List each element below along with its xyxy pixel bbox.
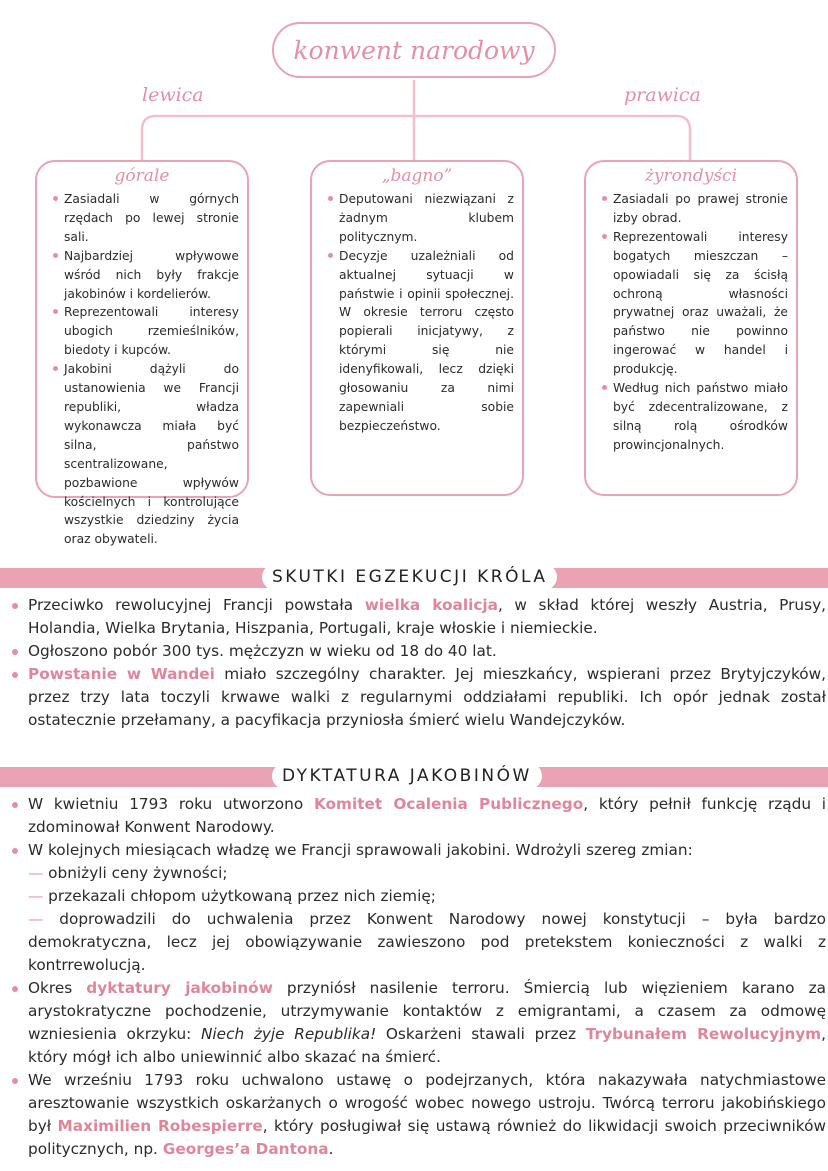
list-item: Reprezentowali interesy ubogich rzemieślników, biedoty i kupców. xyxy=(55,303,239,360)
highlight-term: Georges’a Dantona xyxy=(162,1140,329,1158)
card-title: żyrondyści xyxy=(644,166,738,186)
highlight-term: dyktatury jakobinów xyxy=(86,979,273,997)
list-item: Według nich państwo miało być zdecentralizowane, z silną rolą ośrodków prowincjonalnych. xyxy=(604,379,788,455)
right-wing-label: prawica xyxy=(624,84,701,106)
section-title: SKUTKI EGZEKUCJI KRÓLA xyxy=(262,564,557,590)
section-header-dyktatura xyxy=(0,763,828,789)
mind-map xyxy=(0,0,828,547)
list-item: Zasiadali w górnych rzędach po lewej stronie sali. xyxy=(55,190,239,247)
card-title: górale xyxy=(114,166,170,186)
card-title: „bagno” xyxy=(381,166,453,186)
section-header-skutki xyxy=(0,564,828,590)
italic-quote: Niech żyje Republika! xyxy=(200,1025,377,1043)
card-gorale xyxy=(35,160,249,547)
highlight-term: wielka koalicja xyxy=(364,596,498,614)
highlight-term: Komitet Ocalenia Publicznego xyxy=(313,795,584,813)
card-bagno xyxy=(310,160,524,496)
list-item: Przeciwko rewolucyjnej Francji powstała wielka koalicja, w skład której weszły Austria, Prusy, Holandia, Wielka Brytania, Hiszpania, Portugali, kraje włoskie i niemieckie. xyxy=(10,594,826,640)
list-item: We wrześniu 1793 roku uchwalono ustawę o podejrzanych, która nakazywała natychmiastowe aresztowanie wszystkich oskarżanych o wrogość wobec nowego ustroju. Twórcą terroru jakobińskiego był Maximilien Robespierre, który posługiwał się ustawą również do likwidacji swoich przeciwników politycznych, np. Georges’a Dantona. xyxy=(10,1069,826,1161)
list-item: Powstanie w Wandei miało szczególny charakter. Jej mieszkańcy, wspierani przez Brytyjczyków, przez trzy lata toczyli krwawe walki z regularnymi oddziałami republiki. Ich opór jednak został ostatecznie przełamany, a pacyfikacja przyniosła śmierć wielu Wandejczyków. xyxy=(10,663,826,732)
list-item: Decyzje uzależniali od aktualnej sytuacji w państwie i opinii społecznej. W okresie terroru często popierali inicjatywy, z którymi się nie idenyfikowali, lecz dzięki głosowaniu za nimi zapewniali sobie bezpieczeństwo. xyxy=(330,247,514,436)
list-item: Jakobini dążyli do ustanowienia we Francji republiki, władza wykonawcza miała być silna, państwo scentralizowane, pozbawione wpływów kościelnych i kontrolujące wszystkie dziedziny życia oraz obywateli. xyxy=(55,360,239,549)
list-item: W kwietniu 1793 roku utworzono Komitet Ocalenia Publicznego, który pełnił funkcję rządu i zdominował Konwent Narodowy. xyxy=(10,793,826,839)
highlight-term: Maximilien Robespierre xyxy=(57,1117,263,1135)
list-item: Ogłoszono pobór 300 tys. mężczyzn w wieku od 18 do 40 lat. xyxy=(10,640,826,663)
sub-item: — obniżyli ceny żywności; xyxy=(28,864,228,882)
list-item: Najbardziej wpływowe wśród nich były frakcje jakobinów i kordelierów. xyxy=(55,247,239,304)
list-item: Okres dyktatury jakobinów przyniósł nasilenie terroru. Śmiercią lub więzieniem karano za arystokratyczne pochodzenie, utrzymywanie kontaktów z emigrantami, a czasem za odmowę wzniesienia okrzyku: Niech żyje Republika! Oskarżeni stawali przez Trybunałem Rewolucyjnym, który mógł ich albo uniewinnić albo skazać na śmierć. xyxy=(10,977,826,1069)
card-zyrondysci xyxy=(584,160,798,496)
sub-item: — doprowadzili do uchwalenia przez Konwent Narodowy nowej konstytucji – była bardzo demokratyczna, lecz jej obowiązywanie zawieszono pod pretekstem konieczności z walki z kontrrewolucją. xyxy=(28,910,826,974)
section2-list xyxy=(10,793,826,1161)
section1-list xyxy=(10,594,826,732)
left-wing-label: lewica xyxy=(142,84,204,106)
section-title: DYKTATURA JAKOBINÓW xyxy=(272,763,542,789)
highlight-term: Trybunałem Rewolucyjnym xyxy=(585,1025,822,1043)
sub-item: — przekazali chłopom użytkowaną przez nich ziemię; xyxy=(28,887,436,905)
list-item: Zasiadali po prawej stronie izby obrad. xyxy=(604,190,788,228)
map-title: konwent narodowy xyxy=(272,22,556,78)
list-item: Deputowani niezwiązani z żadnym klubem politycznym. xyxy=(330,190,514,247)
list-item: W kolejnych miesiącach władzę we Francji sprawowali jakobini. Wdrożyli szereg zmian: — obniżyli ceny żywności; — przekazali chłopom użytkowaną przez nich ziemię; — doprowadzili do uchwalenia przez Konwent Narodowy nowej konstytucji – była bardzo demokratyczna, lecz jej obowiązywanie zawieszono pod pretekstem konieczności z walki z kontrrewolucją. xyxy=(10,839,826,977)
highlight-term: Powstanie w Wandei xyxy=(28,665,215,683)
list-item: Reprezentowali interesy bogatych mieszczan – opowiadali się za ścisłą ochroną własności prywatnej oraz uważali, że państwo nie powinno ingerować w handel i produkcję. xyxy=(604,228,788,379)
